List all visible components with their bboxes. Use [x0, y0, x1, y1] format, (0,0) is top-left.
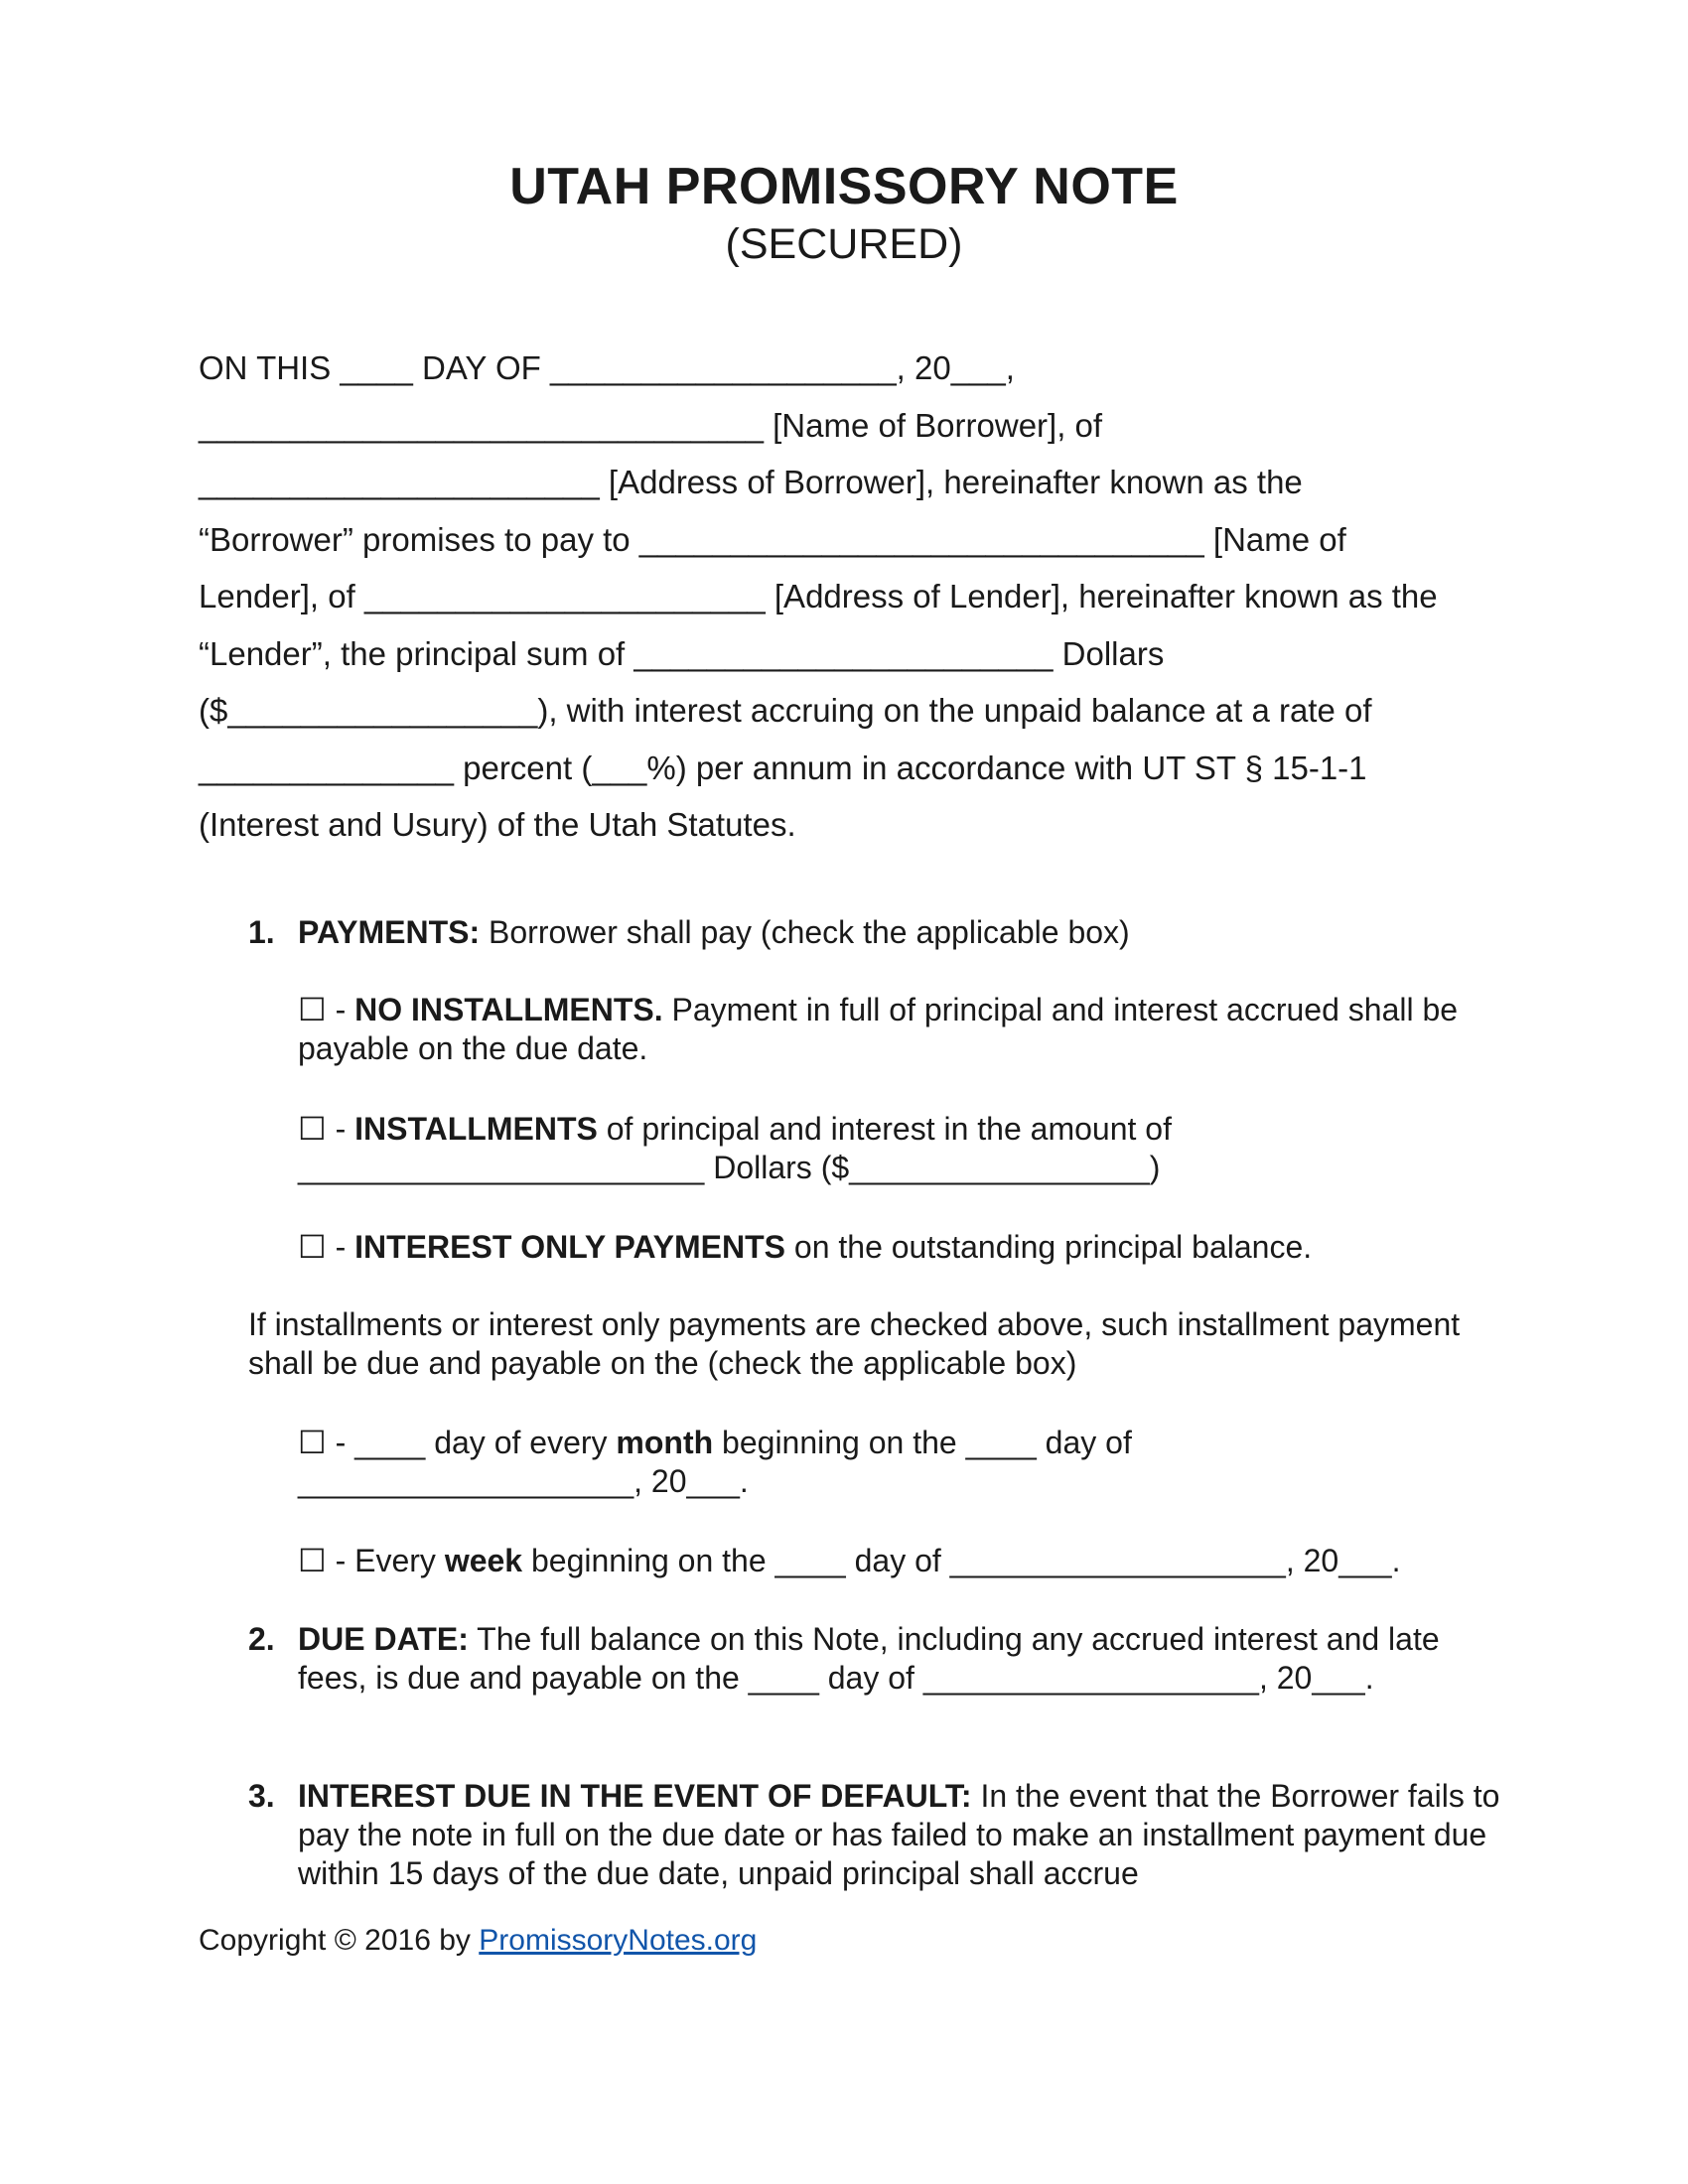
checkbox-installments[interactable]: ☐: [298, 1111, 327, 1147]
option-label-installments: INSTALLMENTS: [354, 1111, 598, 1147]
default-interest-heading: INTEREST DUE IN THE EVENT OF DEFAULT:: [298, 1778, 972, 1814]
weekly-bold: week: [444, 1543, 523, 1578]
document-subtitle: (SECURED): [725, 220, 963, 268]
weekly-text-b: beginning on the ____ day of ___________________, 20___.: [522, 1543, 1401, 1578]
section-number: 2.: [248, 1621, 275, 1657]
intro-paragraph: [199, 340, 1509, 854]
option-interest-only: ☐ - INTEREST ONLY PAYMENTS on the outstanding principal balance.: [298, 1229, 1313, 1265]
intro-line-borrower-address: ______________________ [Address of Borrower], hereinafter known as the: [199, 464, 1303, 500]
option-installments: ☐ - INSTALLMENTS of principal and interest in the amount of _______________________ Dollars ($_________________): [298, 1111, 1172, 1185]
schedule-intro: [199, 1305, 1509, 1383]
schedule-intro-text: If installments or interest only payments are checked above, such installment payment shall be due and payable on the (check the applicable box): [248, 1306, 1461, 1381]
intro-line-statute: (Interest and Usury) of the Utah Statutes.: [199, 806, 796, 843]
checkbox-monthly[interactable]: ☐: [298, 1425, 327, 1460]
payments-text: Borrower shall pay (check the applicable box): [480, 914, 1130, 950]
monthly-text-c: ___________________, 20___.: [298, 1463, 749, 1499]
checkbox-weekly[interactable]: ☐: [298, 1543, 327, 1578]
option-monthly: ☐ - ____ day of every month beginning on the ____ day of ___________________, 20___.: [298, 1425, 1132, 1499]
intro-line-rate: ______________ percent (___%) per annum in accordance with UT ST § 15-1-1: [199, 749, 1367, 786]
document-title: UTAH PROMISSORY NOTE: [509, 158, 1179, 215]
copyright-text: Copyright © 2016 by: [199, 1924, 480, 1957]
payments-heading: PAYMENTS:: [298, 914, 481, 950]
intro-line-lender-name: “Borrower” promises to pay to _______________________________ [Name of: [199, 520, 1346, 558]
section-number: 3.: [248, 1778, 275, 1814]
option-label-interest-only: INTEREST ONLY PAYMENTS: [354, 1229, 785, 1265]
intro-line-principal: “Lender”, the principal sum of _______________________ Dollars: [199, 634, 1165, 672]
checkbox-no-installments[interactable]: ☐: [298, 992, 327, 1027]
option-no-installments: ☐ - NO INSTALLMENTS. Payment in full of principal and interest accrued shall be payable on the due date.: [298, 992, 1459, 1066]
default-interest-section: [199, 1777, 1509, 1893]
section-number: 1.: [248, 914, 275, 950]
promissorynotes-link[interactable]: PromissoryNotes.org: [479, 1924, 758, 1957]
checkbox-interest-only[interactable]: ☐: [298, 1229, 327, 1265]
payments-heading-line: [199, 913, 1509, 952]
intro-line-borrower-name: _______________________________ [Name of Borrower], of: [199, 406, 1103, 444]
option-text-no-installments: Payment in full of principal and interest accrued shall be payable on the due date.: [298, 992, 1459, 1066]
intro-line-date: ON THIS ____ DAY OF ___________________, 20___,: [199, 349, 1015, 386]
weekly-text-a: Every: [354, 1543, 445, 1578]
intro-line-lender-address: Lender], of ______________________ [Address of Lender], hereinafter known as the: [199, 578, 1438, 614]
option-text-installments: of principal and interest in the amount of: [597, 1111, 1172, 1147]
due-date-text: The full balance on this Note, including any accrued interest and late fees, is due and payable on the ____ day of ___________________, 20___.: [298, 1621, 1440, 1696]
monthly-bold: month: [616, 1425, 714, 1460]
option-text-interest-only: on the outstanding principal balance.: [785, 1229, 1313, 1265]
monthly-text-a: ____ day of every: [354, 1425, 617, 1460]
option-label-no-installments: NO INSTALLMENTS.: [354, 992, 663, 1027]
intro-line-amount: ($_________________), with interest accruing on the unpaid balance at a rate of: [199, 692, 1372, 729]
option-installments-amount: _______________________ Dollars ($_________________): [298, 1150, 1161, 1185]
default-interest-text: In the event that the Borrower fails to pay the note in full on the due date or has failed to make an installment payment due within 15 days of the due date, unpaid principal shall accrue: [298, 1778, 1500, 1891]
due-date-section: [199, 1620, 1509, 1698]
copyright-footer: [199, 1924, 757, 1958]
due-date-heading: DUE DATE:: [298, 1621, 469, 1657]
monthly-text-b: beginning on the ____ day of: [713, 1425, 1132, 1460]
payments-section: [199, 913, 1509, 952]
option-weekly: ☐ - Every week beginning on the ____ day of ___________________, 20___.: [298, 1543, 1401, 1578]
